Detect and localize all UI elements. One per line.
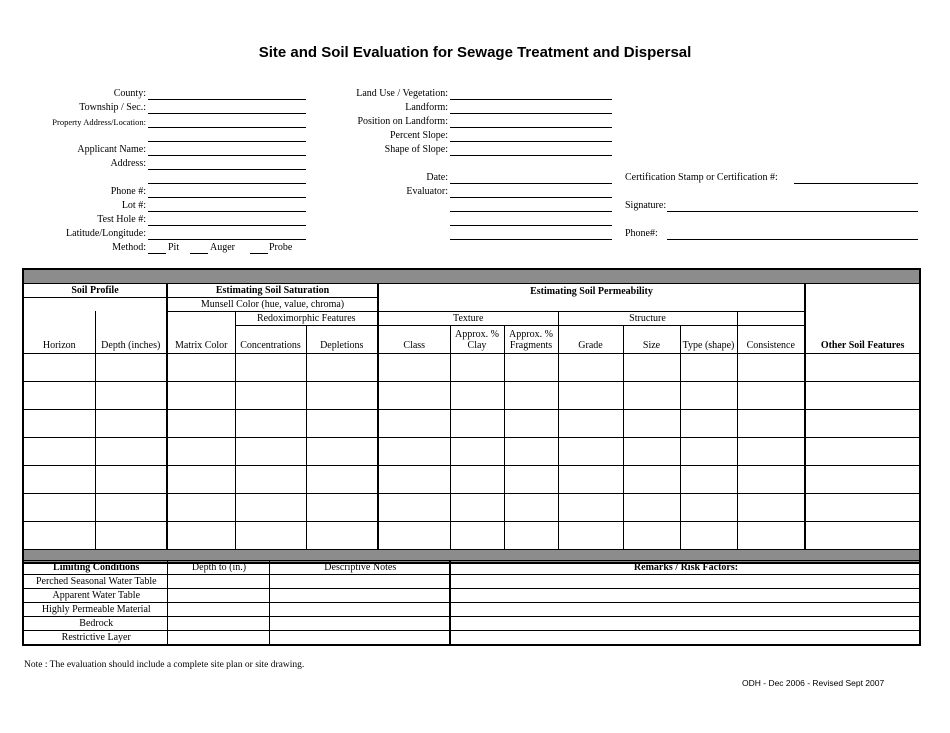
township-field[interactable] — [148, 113, 306, 114]
table-cell[interactable] — [805, 465, 920, 493]
table-cell[interactable] — [504, 493, 558, 521]
class-header: Class — [378, 325, 450, 353]
matrix-color-header: Matrix Color — [167, 311, 235, 353]
table-cell[interactable] — [269, 575, 450, 589]
method-probe-checkbox[interactable] — [250, 253, 268, 254]
table-cell[interactable] — [450, 575, 920, 589]
phone-label: Phone #: — [110, 186, 146, 197]
limiting-row-label: Apparent Water Table — [23, 589, 167, 603]
signature-field[interactable] — [667, 211, 918, 212]
table-cell[interactable] — [450, 631, 920, 645]
table-cell[interactable] — [95, 381, 167, 409]
consistence-header: Consistence — [737, 325, 805, 353]
method-probe-label: Probe — [269, 242, 293, 253]
table-cell[interactable] — [378, 381, 450, 409]
table-cell[interactable] — [680, 409, 737, 437]
permeability-header: Estimating Soil Permeability — [378, 283, 805, 311]
property-address-field[interactable] — [148, 127, 306, 128]
method-auger-checkbox[interactable] — [190, 253, 208, 254]
soil-evaluation-table — [22, 268, 921, 564]
lot-label: Lot #: — [121, 200, 146, 211]
table-cell[interactable] — [269, 589, 450, 603]
table-cell[interactable] — [167, 493, 235, 521]
table-cell[interactable] — [680, 381, 737, 409]
property-address-field-2[interactable] — [148, 141, 306, 142]
table-cell[interactable] — [680, 353, 737, 381]
table-row — [23, 575, 920, 589]
table-cell[interactable] — [23, 353, 95, 381]
table-cell[interactable] — [623, 353, 680, 381]
table-cell[interactable] — [558, 409, 623, 437]
fragments-header: Approx. % Fragments — [504, 325, 558, 353]
table-cell[interactable] — [623, 521, 680, 549]
table-cell[interactable] — [23, 409, 95, 437]
position-field[interactable] — [450, 127, 612, 128]
table-row — [23, 603, 920, 617]
saturation-header: Estimating Soil Saturation — [167, 283, 378, 297]
table-cell[interactable] — [378, 353, 450, 381]
table-cell[interactable] — [378, 409, 450, 437]
table-cell[interactable] — [167, 381, 235, 409]
method-label: Method: — [112, 242, 146, 253]
right-phone-field[interactable] — [667, 239, 918, 240]
table-cell[interactable] — [95, 521, 167, 549]
soil-profile-header: Soil Profile — [23, 283, 167, 297]
table-cell[interactable] — [558, 493, 623, 521]
property-address-label: Property Address/Location: — [52, 117, 146, 127]
table-row — [23, 617, 920, 631]
evaluator-label: Evaluator: — [406, 186, 448, 197]
table-cell[interactable] — [167, 465, 235, 493]
table-cell[interactable] — [450, 589, 920, 603]
table-row — [23, 409, 920, 437]
concentrations-header: Concentrations — [235, 325, 306, 353]
horizon-depth-cell — [23, 297, 167, 353]
method-auger-label: Auger — [210, 242, 235, 253]
method-pit-checkbox[interactable] — [148, 253, 166, 254]
table-cell[interactable] — [235, 465, 306, 493]
table-cell[interactable] — [450, 465, 504, 493]
table-cell[interactable] — [805, 353, 920, 381]
table-cell[interactable] — [235, 409, 306, 437]
landform-field[interactable] — [450, 113, 612, 114]
table-cell[interactable] — [235, 381, 306, 409]
table-cell[interactable] — [306, 465, 378, 493]
table-cell[interactable] — [269, 603, 450, 617]
limiting-row-label: Highly Permeable Material — [23, 603, 167, 617]
address-field[interactable] — [148, 169, 306, 170]
table-cell[interactable] — [737, 409, 805, 437]
certification-field[interactable] — [794, 183, 918, 184]
land-use-label: Land Use / Vegetation: — [356, 88, 448, 99]
limiting-row-label: Restrictive Layer — [23, 631, 167, 645]
county-field[interactable] — [148, 99, 306, 100]
site-plan-note: Note : The evaluation should include a complete site plan or site drawing. — [24, 660, 305, 670]
consistence-spacer — [737, 311, 805, 325]
clay-header: Approx. % Clay — [450, 325, 504, 353]
table-cell[interactable] — [23, 493, 95, 521]
table-cell[interactable] — [306, 493, 378, 521]
test-hole-label: Test Hole #: — [97, 214, 146, 225]
position-label: Position on Landform: — [357, 116, 448, 127]
table-row — [23, 381, 920, 409]
evaluator-field-2[interactable] — [450, 211, 612, 212]
type-header: Type (shape) — [680, 325, 737, 353]
table-cell[interactable] — [23, 381, 95, 409]
table-cell[interactable] — [306, 521, 378, 549]
table-header-bar — [23, 269, 920, 283]
table-cell[interactable] — [504, 409, 558, 437]
test-hole-field[interactable] — [148, 225, 306, 226]
table-cell[interactable] — [167, 353, 235, 381]
phone-field[interactable] — [148, 197, 306, 198]
size-header: Size — [623, 325, 680, 353]
grade-header: Grade — [558, 325, 623, 353]
percent-slope-label: Percent Slope: — [389, 130, 448, 141]
evaluator-field[interactable] — [450, 197, 612, 198]
table-cell[interactable] — [235, 493, 306, 521]
table-cell[interactable] — [235, 353, 306, 381]
revision-footer: ODH - Dec 2006 - Revised Sept 2007 — [742, 678, 885, 688]
address-field-2[interactable] — [148, 183, 306, 184]
applicant-name-label: Applicant Name: — [77, 144, 146, 155]
lot-field[interactable] — [148, 211, 306, 212]
table-cell[interactable] — [558, 465, 623, 493]
table-cell[interactable] — [167, 521, 235, 549]
table-cell[interactable] — [378, 465, 450, 493]
page-title: Site and Soil Evaluation for Sewage Treatment and Dispersal — [258, 44, 692, 61]
notes-header: Descriptive Notes — [269, 561, 450, 575]
table-row — [23, 465, 920, 493]
table-cell[interactable] — [737, 437, 805, 465]
table-cell[interactable] — [269, 631, 450, 645]
table-cell[interactable] — [504, 465, 558, 493]
table-cell[interactable] — [558, 381, 623, 409]
table-cell[interactable] — [95, 493, 167, 521]
limiting-row-label: Bedrock — [23, 617, 167, 631]
table-cell[interactable] — [235, 521, 306, 549]
table-cell[interactable] — [167, 631, 269, 645]
table-cell[interactable] — [623, 437, 680, 465]
table-cell[interactable] — [805, 521, 920, 549]
landform-label: Landform: — [405, 102, 448, 113]
other-features-header: Other Soil Features — [805, 283, 920, 353]
county-label: County: — [113, 88, 146, 99]
table-cell[interactable] — [450, 603, 920, 617]
lat-long-field[interactable] — [148, 239, 306, 240]
table-cell[interactable] — [680, 521, 737, 549]
table-cell[interactable] — [558, 437, 623, 465]
table-cell[interactable] — [450, 409, 504, 437]
applicant-name-field[interactable] — [148, 155, 306, 156]
table-cell[interactable] — [450, 521, 504, 549]
table-cell[interactable] — [737, 353, 805, 381]
limiting-row-label: Perched Seasonal Water Table — [23, 575, 167, 589]
table-cell[interactable] — [306, 437, 378, 465]
land-use-field[interactable] — [450, 99, 612, 100]
table-cell[interactable] — [805, 381, 920, 409]
table-cell[interactable] — [805, 437, 920, 465]
right-phone-label: Phone#: — [625, 228, 658, 239]
table-cell[interactable] — [504, 353, 558, 381]
texture-header: Texture — [378, 311, 558, 325]
table-cell[interactable] — [95, 437, 167, 465]
structure-header: Structure — [558, 311, 737, 325]
table-cell[interactable] — [450, 381, 504, 409]
table-cell[interactable] — [306, 353, 378, 381]
table-cell[interactable] — [167, 437, 235, 465]
depth-header: Depth (inches) — [101, 339, 161, 351]
table-row — [23, 521, 920, 549]
table-cell[interactable] — [680, 437, 737, 465]
table-cell[interactable] — [558, 353, 623, 381]
table-cell[interactable] — [167, 617, 269, 631]
remarks-header: Remarks / Risk Factors: — [450, 561, 920, 575]
table-cell[interactable] — [450, 353, 504, 381]
depletions-header: Depletions — [306, 325, 378, 353]
table-row — [23, 353, 920, 381]
munsell-header: Munsell Color (hue, value, chroma) — [167, 297, 378, 311]
evaluator-field-3[interactable] — [450, 225, 612, 226]
table-cell[interactable] — [805, 409, 920, 437]
table-cell[interactable] — [95, 465, 167, 493]
address-label: Address: — [110, 158, 146, 169]
table-cell[interactable] — [167, 589, 269, 603]
table-cell[interactable] — [450, 617, 920, 631]
table-row — [23, 589, 920, 603]
limiting-header: Limiting Conditions — [23, 561, 167, 575]
table-cell[interactable] — [269, 617, 450, 631]
table-row — [23, 631, 920, 645]
evaluator-field-4[interactable] — [450, 239, 612, 240]
table-cell[interactable] — [737, 521, 805, 549]
shape-slope-field[interactable] — [450, 155, 612, 156]
table-cell[interactable] — [23, 521, 95, 549]
table-cell[interactable] — [504, 437, 558, 465]
table-cell[interactable] — [378, 521, 450, 549]
signature-label: Signature: — [625, 200, 667, 211]
certification-label: Certification Stamp or Certification #: — [625, 172, 778, 183]
table-cell[interactable] — [623, 493, 680, 521]
township-label: Township / Sec.: — [79, 102, 146, 113]
table-row — [23, 493, 920, 521]
table-cell[interactable] — [378, 493, 450, 521]
table-cell[interactable] — [680, 465, 737, 493]
table-cell[interactable] — [306, 381, 378, 409]
horizon-header: Horizon — [24, 311, 96, 353]
table-cell[interactable] — [680, 493, 737, 521]
table-row — [23, 437, 920, 465]
table-cell[interactable] — [23, 437, 95, 465]
table-cell[interactable] — [167, 575, 269, 589]
table-cell[interactable] — [558, 521, 623, 549]
table-cell[interactable] — [167, 603, 269, 617]
date-label: Date: — [426, 172, 448, 183]
table-cell[interactable] — [167, 409, 235, 437]
table-cell[interactable] — [23, 465, 95, 493]
table-cell[interactable] — [504, 381, 558, 409]
depth-to-header: Depth to (in.) — [167, 561, 269, 575]
redox-header: Redoximorphic Features — [235, 311, 378, 325]
table-cell[interactable] — [450, 493, 504, 521]
table-cell[interactable] — [95, 353, 167, 381]
limiting-conditions-table — [22, 560, 921, 646]
shape-slope-label: Shape of Slope: — [384, 144, 448, 155]
date-field[interactable] — [450, 183, 612, 184]
table-cell[interactable] — [504, 521, 558, 549]
table-cell[interactable] — [306, 409, 378, 437]
table-cell[interactable] — [623, 381, 680, 409]
table-cell[interactable] — [737, 493, 805, 521]
table-cell[interactable] — [623, 465, 680, 493]
table-cell[interactable] — [235, 437, 306, 465]
table-cell[interactable] — [95, 409, 167, 437]
table-cell[interactable] — [737, 465, 805, 493]
table-cell[interactable] — [450, 437, 504, 465]
lat-long-label: Latitude/Longitude: — [66, 228, 146, 239]
table-cell[interactable] — [737, 381, 805, 409]
table-cell[interactable] — [805, 493, 920, 521]
percent-slope-field[interactable] — [450, 141, 612, 142]
method-pit-label: Pit — [168, 242, 180, 253]
table-cell[interactable] — [623, 409, 680, 437]
table-cell[interactable] — [378, 437, 450, 465]
